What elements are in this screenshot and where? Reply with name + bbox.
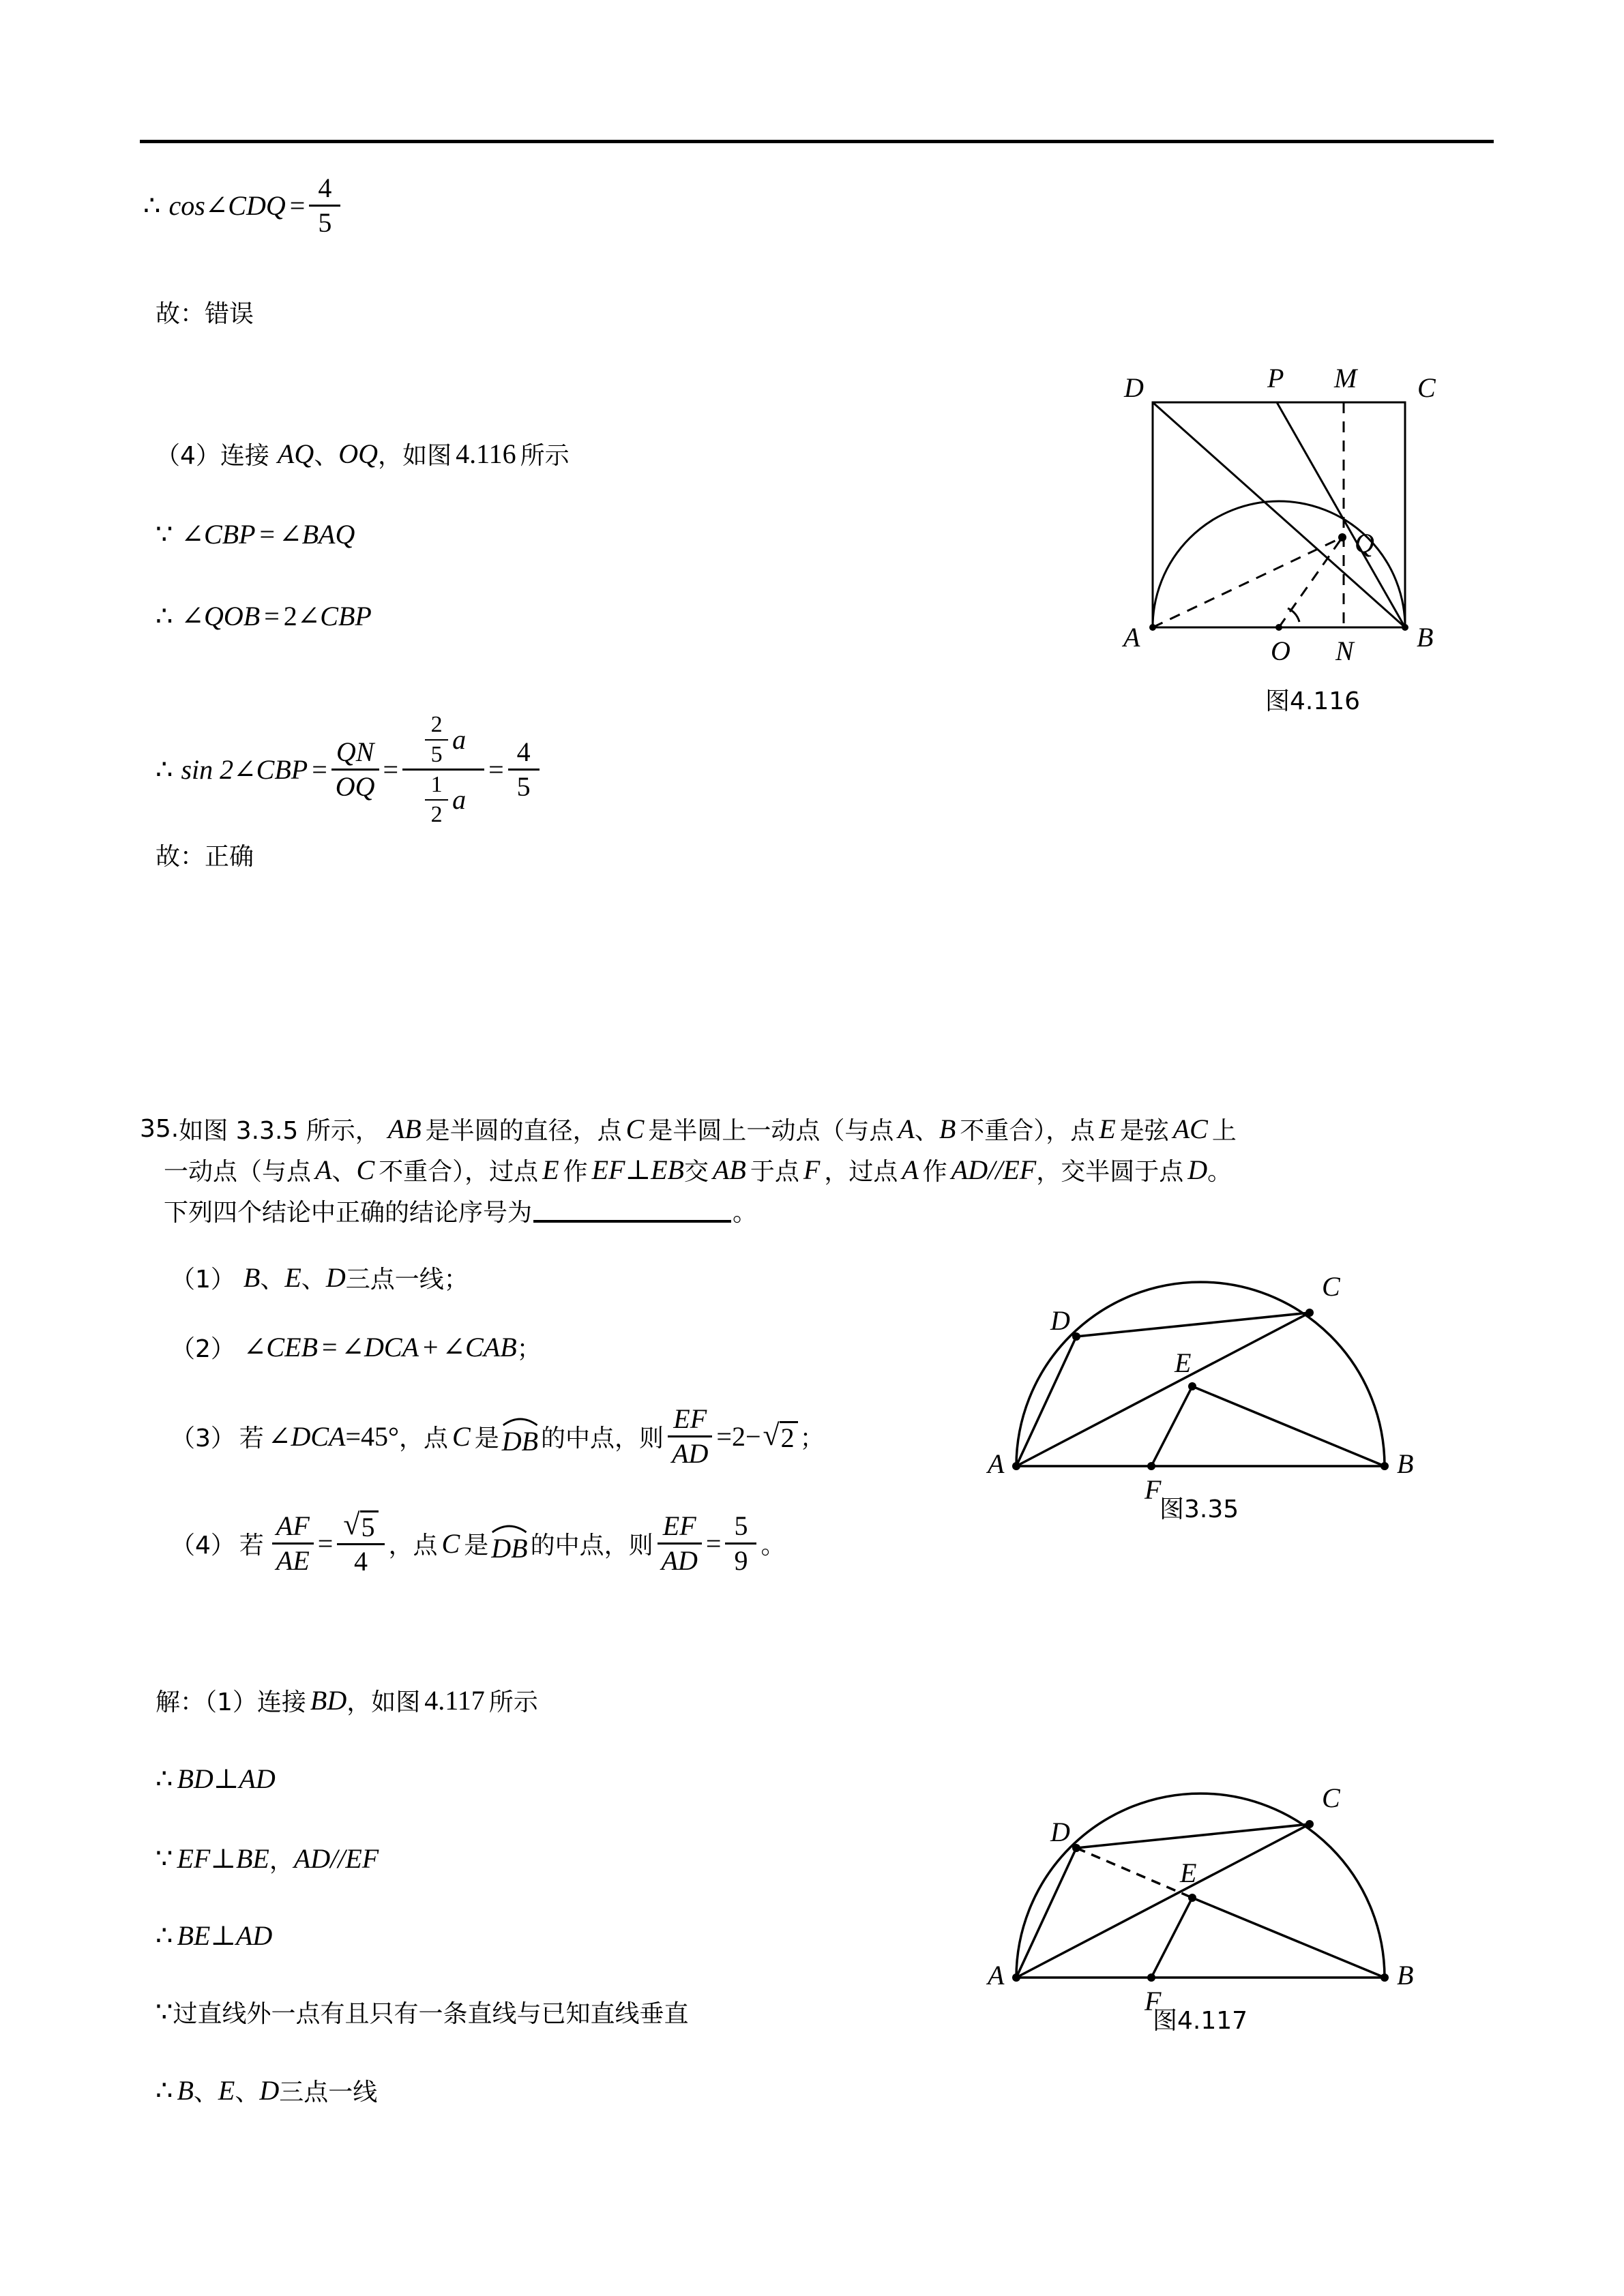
angle-cbp: ∠CBP <box>297 601 372 631</box>
p35-text-6: 上 <box>1211 1117 1237 1145</box>
compound-fraction <box>402 713 484 827</box>
point-b: B <box>939 1114 956 1144</box>
arc-db <box>502 1416 538 1457</box>
label-a: A <box>1123 622 1140 653</box>
point-e: E <box>218 2075 235 2106</box>
enumeration-comma-2: 、 <box>301 1266 326 1294</box>
solution-intro-text-2: ，如图 <box>346 1688 421 1716</box>
fraction-denominator: AE <box>276 1545 310 1576</box>
variable-a: a <box>452 784 467 816</box>
label-c: C <box>1417 372 1436 403</box>
result-integer: 2 <box>731 1421 745 1452</box>
perp-bd-ad: BD⊥AD <box>177 1763 276 1794</box>
fraction-2-5 <box>425 713 448 766</box>
chord-ac: AC <box>1172 1114 1208 1144</box>
fraction-numerator: QN <box>336 736 374 768</box>
figure-335-caption: 图3.35 <box>1160 1495 1239 1523</box>
segment-oq: OQ <box>338 438 379 469</box>
solution-step-1 <box>156 1763 276 1795</box>
label-c: C <box>1322 1271 1340 1302</box>
verdict-correct-text: 故：正确 <box>156 843 254 871</box>
point-q-dot <box>1338 533 1346 541</box>
fraction-af-ae <box>272 1512 314 1575</box>
label-o: O <box>1271 636 1290 666</box>
point-b: B <box>177 2075 194 2106</box>
segment-eb <box>1192 1386 1385 1466</box>
equals-sign: = <box>259 519 276 550</box>
item-4-marker: （4） <box>156 442 220 470</box>
therefore-symbol: ∴ <box>156 1763 173 1794</box>
point-c: C <box>452 1421 471 1452</box>
conclusion-4 <box>171 1510 785 1576</box>
point-f: F <box>803 1154 821 1185</box>
fraction-ef-ad <box>658 1512 702 1575</box>
fraction-numerator: EF <box>662 1510 696 1541</box>
conclusion-3-if: 若 <box>239 1425 264 1452</box>
fraction-numerator <box>337 1510 384 1541</box>
fraction-denominator: AD <box>672 1438 709 1469</box>
p35-text-4: 不重合），点 <box>960 1117 1095 1145</box>
point-b-dot <box>1381 1462 1389 1470</box>
conclusion-4-tail: 。 <box>761 1531 786 1560</box>
chord-dc <box>1076 1313 1310 1337</box>
p35-text-3: 是半圆上一动点（与点 <box>648 1117 894 1145</box>
solution-step-3 <box>156 1920 272 1952</box>
radical-sign-icon: √ <box>763 1418 780 1452</box>
figure-4117-caption: 图4.117 <box>1153 2007 1248 2035</box>
shown-suffix: 所示 <box>520 442 570 470</box>
point-e: E <box>284 1262 301 1293</box>
conclusion-3 <box>171 1405 825 1468</box>
math-line-sin-2cbp <box>156 713 544 827</box>
p35b-text-5: 于点 <box>750 1158 799 1186</box>
fraction-bar <box>658 1542 702 1545</box>
sqrt-2 <box>763 1418 798 1453</box>
angle-cab: ∠CAB <box>442 1332 517 1362</box>
point-e-dot <box>1188 1894 1196 1902</box>
point-c-dot <box>1305 1820 1314 1828</box>
line-d-to-b <box>1153 402 1405 627</box>
angle-value-45: 45° <box>361 1421 399 1452</box>
math-line-cos-cdq <box>143 174 344 237</box>
radical-sign-icon: √ <box>343 1508 360 1541</box>
label-b: B <box>1417 622 1434 653</box>
p35b-text-6: ，过点 <box>824 1158 898 1186</box>
point-o-dot <box>1275 624 1282 631</box>
enumeration-comma-1: 、 <box>260 1266 285 1294</box>
verdict-wrong-text: 故：错误 <box>156 300 254 328</box>
p35-text-2: 是半圆的直径，点 <box>425 1117 622 1145</box>
conclusion-4-if: 若 <box>239 1531 264 1560</box>
equals-sign: = <box>264 601 280 631</box>
dashed-line-aq <box>1153 537 1342 627</box>
segment-ef <box>1151 1386 1192 1466</box>
therefore-symbol: ∴ <box>156 601 173 631</box>
conclusion-4-text-3: 是 <box>464 1531 489 1560</box>
conclusion-1-marker: （1） <box>171 1266 235 1294</box>
conclusion-3-marker: （3） <box>171 1425 235 1452</box>
angle-cbp: ∠CBP <box>181 519 256 550</box>
label-a: A <box>988 1448 1005 1479</box>
solution-intro <box>156 1683 538 1718</box>
point-c: C <box>625 1114 645 1144</box>
fraction-bar <box>331 769 379 771</box>
point-e: E <box>1099 1114 1116 1144</box>
p35b-text-4: 交 <box>683 1158 709 1186</box>
equals-sign-2: = <box>383 754 399 786</box>
fraction-bar <box>309 205 340 207</box>
point-a-2: A <box>902 1154 919 1185</box>
label-d: D <box>1124 372 1144 403</box>
p35-text-5: 是弦 <box>1119 1117 1169 1145</box>
therefore-symbol: ∴ <box>156 2075 173 2106</box>
figure-ref-4117: 4.117 <box>424 1685 485 1716</box>
header-rule <box>140 140 1494 143</box>
chord-ad <box>1016 1848 1076 1978</box>
fraction-numerator: 5 <box>734 1510 748 1541</box>
point-d-dot <box>1072 1332 1080 1341</box>
conclusion-1-tail: 三点一线； <box>345 1266 469 1294</box>
math-line-because-cbp <box>156 518 355 550</box>
arc-db-label: DB <box>501 1426 539 1457</box>
point-a: A <box>898 1114 915 1144</box>
p35b-text-3: 作 <box>563 1158 588 1186</box>
figure-4116 <box>1091 355 1460 666</box>
fraction-ef-ad <box>668 1405 712 1468</box>
sin-expression: sin 2∠CBP <box>181 754 308 786</box>
line-p-to-b <box>1277 402 1405 627</box>
equals-sign-2: = <box>705 1527 722 1559</box>
fraction-denominator: 9 <box>734 1545 748 1576</box>
equals-sign-1: = <box>312 754 327 786</box>
coefficient-2: 2 <box>283 601 297 631</box>
angle-arc-at-o <box>1288 608 1299 622</box>
segment-eb <box>1192 1898 1385 1978</box>
p35b-period: 。 <box>1207 1158 1232 1186</box>
fraction-bar <box>508 769 540 771</box>
problem-number: 35. <box>140 1115 179 1143</box>
conclusion-3-text-4: 的中点，则 <box>541 1425 664 1452</box>
point-e: E <box>542 1154 559 1185</box>
point-d-dot <box>1072 1844 1080 1852</box>
fraction-sqrt5-4 <box>337 1510 384 1576</box>
fraction-qn-oq <box>331 738 379 801</box>
fraction-4-5-result <box>508 738 540 801</box>
conclusion-3-tail: ； <box>799 1425 825 1452</box>
label-b: B <box>1397 1960 1414 1991</box>
label-f: F <box>1145 1986 1162 2016</box>
label-p: P <box>1267 363 1284 393</box>
compound-denominator <box>417 773 470 826</box>
solution-step-2 <box>156 1841 379 1876</box>
equals-sign-2: = <box>716 1421 732 1452</box>
equals-sign: = <box>289 190 306 221</box>
figure-4116-caption: 图4.116 <box>1265 687 1361 715</box>
point-f-dot <box>1147 1973 1155 1982</box>
as-shown-text: 如图 <box>402 442 452 470</box>
label-d: D <box>1050 1817 1070 1847</box>
segment-ef <box>1151 1898 1192 1978</box>
fraction-numerator: 1 <box>430 772 443 798</box>
fraction-denominator: AD <box>661 1545 698 1576</box>
solution-intro-text: 解：（1）连接 <box>156 1688 306 1716</box>
problem-35-line-1 <box>140 1112 1237 1146</box>
segment-bd: BD <box>310 1685 347 1716</box>
solution-step-4-text: 过直线外一点有且只有一条直线与已知直线垂直 <box>173 2000 689 2028</box>
point-a-dot <box>1149 624 1156 631</box>
equals-sign-3: = <box>488 754 504 786</box>
compound-numerator <box>417 713 470 766</box>
label-m: M <box>1334 363 1357 393</box>
perp-be-ad: BE⊥AD <box>177 1920 273 1951</box>
conclusion-2-tail: ； <box>516 1335 542 1363</box>
fraction-5-9 <box>725 1512 756 1575</box>
segment-ab: AB <box>713 1154 746 1185</box>
perp-ef-eb: EF⊥EB <box>591 1154 684 1185</box>
cos-expression: cos∠CDQ <box>168 190 286 221</box>
label-f: F <box>1145 1474 1162 1505</box>
point-d: D <box>325 1262 346 1293</box>
enumeration-comma: 、 <box>914 1117 939 1145</box>
plus-sign: + <box>423 1332 439 1362</box>
label-n: N <box>1335 636 1354 666</box>
therefore-symbol: ∴ <box>143 190 161 221</box>
label-c: C <box>1322 1783 1340 1813</box>
equals-sign: = <box>321 1332 338 1362</box>
problem-35-line-2 <box>164 1152 1232 1187</box>
conclusion-2-marker: （2） <box>171 1335 235 1363</box>
verdict-wrong <box>156 295 254 329</box>
enumeration-comma-1: 、 <box>314 442 339 470</box>
parallel-ad-ef: AD//EF <box>293 1843 379 1874</box>
fraction-bar <box>425 799 448 801</box>
fraction-numerator: AF <box>276 1510 310 1541</box>
fraction-bar <box>337 1543 384 1545</box>
conclusion-2 <box>171 1330 542 1365</box>
point-d: D <box>259 2075 280 2106</box>
angle-qob: ∠QOB <box>181 601 261 631</box>
sqrt-5 <box>343 1510 378 1541</box>
solution-step-5-tail: 三点一线 <box>279 2078 378 2106</box>
because-symbol: ∵ <box>156 1843 173 1874</box>
fraction-numerator: EF <box>673 1403 707 1434</box>
figure-4117 <box>975 1712 1453 2016</box>
fraction-bar <box>668 1435 712 1437</box>
perp-ef-be: EF⊥BE <box>177 1843 269 1874</box>
therefore-symbol: ∴ <box>156 1920 173 1951</box>
angle-dca: ∠DCA <box>267 1421 346 1452</box>
fraction-bar <box>272 1542 314 1545</box>
label-d: D <box>1050 1305 1070 1336</box>
point-c: C <box>441 1527 460 1559</box>
chord-dc <box>1076 1824 1310 1848</box>
conclusion-4-text-4: 的中点，则 <box>530 1531 653 1560</box>
angle-baq: ∠BAQ <box>279 519 355 550</box>
figure-ref-4116: 4.116 <box>456 438 516 469</box>
fraction-4-5 <box>309 174 340 237</box>
fraction-numerator: 2 <box>430 712 443 737</box>
angle-ceb: ∠CEB <box>243 1332 318 1362</box>
p35-text-1: 如图 3.3.5 所示， <box>179 1117 380 1145</box>
label-e: E <box>1180 1858 1197 1888</box>
label-e: E <box>1175 1347 1192 1378</box>
because-symbol: ∵ <box>156 519 173 550</box>
arc-db <box>491 1523 527 1564</box>
therefore-symbol: ∴ <box>156 754 173 786</box>
fraction-denominator: 5 <box>516 771 531 803</box>
label-q: Q <box>1355 528 1374 558</box>
point-b: B <box>243 1262 261 1293</box>
point-f-dot <box>1147 1462 1155 1470</box>
label-b: B <box>1397 1448 1414 1479</box>
comma-1: ， <box>378 442 403 470</box>
variable-a: a <box>452 724 467 755</box>
conclusion-3-text-2: ，点 <box>399 1425 449 1452</box>
fraction-denominator: 2 <box>430 802 443 828</box>
parallel-ad-ef: AD//EF <box>951 1154 1037 1185</box>
p35c-text-1: 下列四个结论中正确的结论序号为 <box>164 1199 533 1227</box>
compound-fraction-bar <box>402 769 484 771</box>
p35b-text-1: 一动点（与点 <box>164 1158 312 1186</box>
radicand: 2 <box>780 1421 798 1452</box>
chord-ad <box>1016 1337 1076 1466</box>
equals-sign-1: = <box>345 1421 361 1452</box>
fraction-bar <box>725 1542 756 1545</box>
point-d: D <box>1187 1154 1208 1185</box>
point-b-dot <box>1381 1973 1389 1982</box>
arc-db-label: DB <box>491 1532 528 1564</box>
point-a-dot <box>1012 1973 1020 1982</box>
p35b-text-7: 作 <box>922 1158 947 1186</box>
minus-sign: − <box>745 1421 761 1452</box>
label-a: A <box>988 1960 1005 1991</box>
dashed-segment-de <box>1076 1848 1192 1898</box>
arc-overline-icon <box>502 1416 538 1427</box>
point-a: A <box>315 1154 332 1185</box>
point-c: C <box>356 1154 375 1185</box>
conclusion-4-marker: （4） <box>171 1531 235 1560</box>
fraction-numerator: 4 <box>318 173 332 203</box>
conclusion-1 <box>171 1260 469 1295</box>
angle-dca: ∠DCA <box>341 1332 419 1362</box>
figure-335 <box>975 1200 1453 1505</box>
math-line-therefore-qob <box>156 600 372 632</box>
solution-step-4 <box>156 1995 688 2029</box>
point-e-dot <box>1188 1382 1196 1390</box>
verdict-correct <box>156 837 254 872</box>
segment-ab: AB <box>387 1114 422 1144</box>
point-a-dot <box>1012 1462 1020 1470</box>
enumeration-comma-1: 、 <box>193 2078 218 2106</box>
fraction-denominator: OQ <box>335 771 375 803</box>
fraction-denominator: 5 <box>318 207 332 238</box>
point-c-dot <box>1305 1309 1314 1317</box>
comma: ， <box>269 1847 294 1875</box>
p35b-text-2: 不重合），过点 <box>379 1158 539 1186</box>
fraction-numerator: 4 <box>516 736 531 768</box>
fraction-1-2 <box>425 773 448 826</box>
p35b-text-8: ，交半圆于点 <box>1036 1158 1184 1186</box>
because-symbol: ∵ <box>156 1997 173 2027</box>
solution-intro-text-3: 所示 <box>488 1688 538 1716</box>
fraction-denominator: 4 <box>353 1546 368 1577</box>
dashed-line-oq <box>1279 537 1342 627</box>
p35c-period: 。 <box>733 1199 758 1227</box>
segment-aq: AQ <box>277 438 314 469</box>
enumeration-comma: 、 <box>331 1158 357 1186</box>
fraction-denominator: 5 <box>430 741 443 767</box>
fraction-bar <box>425 739 448 741</box>
arc-overline-icon <box>491 1523 527 1534</box>
radicand: 5 <box>360 1510 379 1541</box>
answer-blank[interactable] <box>533 1199 731 1223</box>
conclusion-3-text-3: 是 <box>474 1425 499 1452</box>
item-4-intro <box>156 436 570 471</box>
conclusion-4-text-2: ，点 <box>388 1531 438 1560</box>
equals-sign-1: = <box>317 1527 334 1559</box>
enumeration-comma-2: 、 <box>235 2078 260 2106</box>
solution-step-5 <box>156 2073 377 2108</box>
item-4-connect-text: 连接 <box>220 442 269 470</box>
point-b-dot <box>1402 624 1408 631</box>
problem-35-line-3 <box>164 1193 757 1228</box>
